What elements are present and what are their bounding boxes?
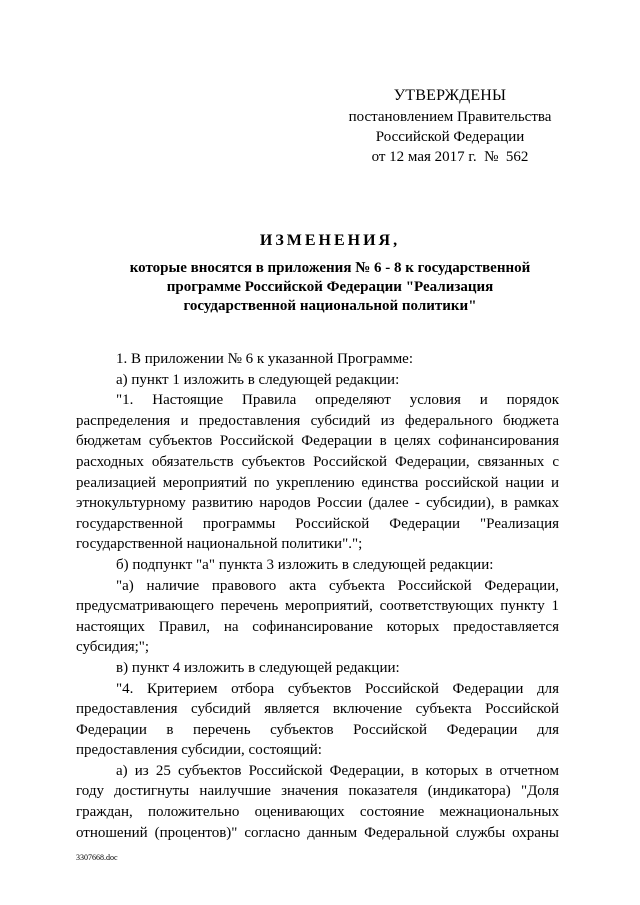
paragraph-line: расходных обязательств субъектов Российской Федерации, связанных с — [76, 453, 559, 470]
paragraph-line: году достигнуты наилучшие значения показателя (индикатора) "Доля — [76, 783, 559, 800]
approval-block — [340, 86, 560, 167]
paragraph-line: настоящих Правил, на софинансирование которых предоставляется — [76, 618, 559, 635]
paragraph-line: "а) наличие правового акта субъекта Российской Федерации, — [116, 577, 559, 594]
paragraph-line: в) пункт 4 изложить в следующей редакции: — [116, 659, 400, 676]
paragraph-line: 1. В приложении № 6 к указанной Программе: — [116, 351, 414, 367]
subtitle-line: государственной национальной политики" — [183, 298, 477, 314]
paragraph-line: государственной национальной политики"."; — [76, 536, 363, 553]
paragraph-line: этнокультурному развитию народов России (далее - субсидии), в рамках — [76, 495, 559, 512]
subtitle-line: которые вносятся в приложения № 6 - 8 к государственной — [129, 260, 531, 276]
document-subtitle — [80, 259, 580, 316]
paragraph-line: граждан, положительно оценивающих состояние межнациональных — [76, 804, 559, 821]
paragraph-line: а) пункт 1 изложить в следующей редакции: — [116, 371, 400, 388]
paragraph-line: б) подпункт "а" пункта 3 изложить в следующей редакции: — [116, 556, 494, 573]
file-name-footer: 3307668.doc — [76, 853, 118, 862]
paragraph-line: "1. Настоящие Правила определяют условия и порядок — [116, 392, 559, 409]
document-title: ИЗМЕНЕНИЯ, — [259, 232, 401, 249]
paragraph-line: "4. Критерием отбора субъектов Российской Федерации для — [116, 680, 559, 697]
paragraph-line: отношений (процентов)" согласно данным Федеральной службы охраны — [76, 824, 559, 841]
approval-word: УТВЕРЖДЕНЫ — [393, 87, 507, 104]
approval-date-line: от 12 мая 2017 г. № 562 — [371, 149, 529, 165]
paragraph-line: Федерации в перечень субъектов Российской Федерации для — [76, 721, 559, 738]
paragraph-line: предоставления субсидий является включение субъекта Российской — [76, 701, 559, 718]
paragraph-line: предусматривающего перечень мероприятий, соответствующих пункту 1 — [76, 598, 559, 615]
paragraph-line: предоставления субсидии, состоящий: — [76, 742, 322, 759]
document-body — [76, 349, 559, 843]
paragraph-line: реализацией мероприятий по укреплению единства российской нации и — [76, 474, 559, 491]
approval-line: Российской Федерации — [375, 129, 525, 145]
subtitle-line: программе Российской Федерации "Реализация — [166, 279, 494, 295]
paragraph-line: а) из 25 субъектов Российской Федерации, в которых в отчетном — [116, 762, 559, 779]
paragraph-line: государственной программы Российской Федерации "Реализация — [76, 515, 559, 532]
paragraph-line: распределения и предоставления субсидий из федерального бюджета — [76, 412, 559, 429]
paragraph-line: субсидия;"; — [76, 639, 150, 656]
paragraph-line: бюджетам субъектов Российской Федерации в целях софинансирования — [76, 433, 559, 450]
approval-line: постановлением Правительства — [348, 109, 552, 125]
